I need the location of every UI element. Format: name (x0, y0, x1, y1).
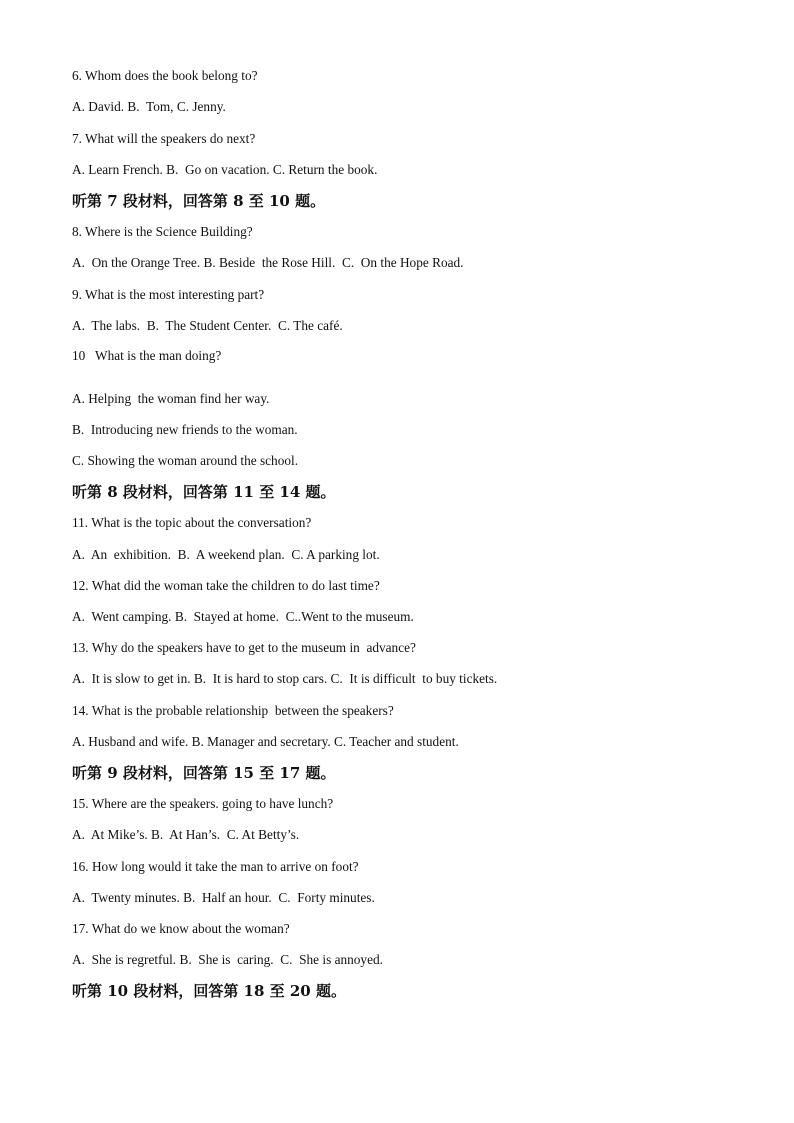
question-16: 16. How long would it take the man to arrive on foot? (72, 859, 359, 874)
question-10: 10 What is the man doing? (72, 348, 222, 363)
options-7: A. Learn French. B. Go on vacation. C. Return the book. (72, 162, 378, 177)
options-8: A. On the Orange Tree. B. Beside the Rose Hill. C. On the Hope Road. (72, 255, 464, 270)
question-9: 9. What is the most interesting part? (72, 287, 265, 302)
options-13: A. It is slow to get in. B. It is hard to stop cars. C. It is difficult to buy tickets. (72, 671, 498, 686)
question-14: 14. What is the probable relationship between the speakers? (72, 703, 394, 718)
question-15: 15. Where are the speakers. going to have lunch? (72, 796, 334, 811)
option-10-b: B. Introducing new friends to the woman. (72, 422, 298, 437)
options-12: A. Went camping. B. Stayed at home. C..Went to the museum. (72, 609, 414, 624)
options-17: A. She is regretful. B. She is caring. C. She is annoyed. (72, 952, 383, 967)
options-6: A. David. B. Tom, C. Jenny. (72, 99, 226, 114)
section-heading-8: 听第 8 段材料，回答第 11 至 14 题。 (72, 483, 336, 501)
section-heading-10: 听第 10 段材料，回答第 18 至 20 题。 (72, 982, 346, 1000)
options-14: A. Husband and wife. B. Manager and secretary. C. Teacher and student. (72, 734, 459, 749)
options-11: A. An exhibition. B. A weekend plan. C. A parking lot. (72, 547, 380, 562)
option-10-a: A. Helping the woman find her way. (72, 391, 270, 406)
question-6: 6. Whom does the book belong to? (72, 68, 258, 83)
question-8: 8. Where is the Science Building? (72, 224, 253, 239)
question-11: 11. What is the topic about the conversation? (72, 515, 312, 530)
options-9: A. The labs. B. The Student Center. C. The café. (72, 318, 343, 333)
section-heading-9: 听第 9 段材料，回答第 15 至 17 题。 (72, 764, 336, 782)
options-15: A. At Mike’s. B. At Han’s. C. At Betty’s. (72, 827, 300, 842)
question-17: 17. What do we know about the woman? (72, 921, 290, 936)
option-10-c: C. Showing the woman around the school. (72, 453, 299, 468)
question-13: 13. Why do the speakers have to get to the museum in advance? (72, 640, 416, 655)
question-12: 12. What did the woman take the children to do last time? (72, 578, 380, 593)
question-7: 7. What will the speakers do next? (72, 131, 256, 146)
options-16: A. Twenty minutes. B. Half an hour. C. Forty minutes. (72, 890, 375, 905)
section-heading-7: 听第 7 段材料，回答第 8 至 10 题。 (72, 192, 326, 210)
